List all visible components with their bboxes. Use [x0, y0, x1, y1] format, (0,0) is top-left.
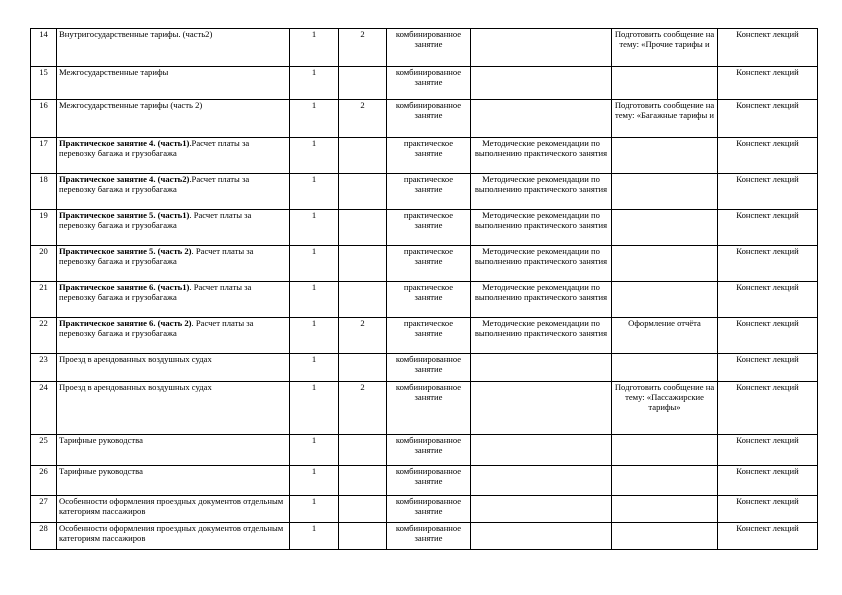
hours-count: 1 — [311, 496, 317, 506]
lesson-type: практическое занятие — [403, 318, 454, 339]
table-row — [31, 246, 818, 282]
control-form: Конспект лекций — [736, 100, 799, 110]
table-row — [31, 523, 818, 550]
lesson-topic-text: Межгосударственные тарифы — [59, 67, 169, 77]
methodical-support-cell — [471, 523, 612, 550]
lesson-topic-cell — [57, 246, 290, 282]
hours-count-cell — [290, 100, 339, 138]
control-form: Конспект лекций — [736, 246, 799, 256]
methodical-support: Методические рекомендации по выполнению практического занятия — [474, 210, 608, 231]
lesson-topic-cell — [57, 318, 290, 354]
row-number-cell — [31, 496, 57, 523]
control-form: Конспект лекций — [736, 523, 799, 533]
row-number-cell — [31, 67, 57, 100]
independent-task-cell — [612, 382, 718, 435]
control-form: Конспект лекций — [736, 466, 799, 476]
lesson-type: комбинированное занятие — [395, 354, 462, 375]
control-form-cell — [718, 466, 818, 496]
lesson-type-cell — [387, 435, 471, 466]
hours-count-cell — [290, 354, 339, 382]
lesson-topic-text: Проезд в арендованных воздушных судах — [59, 382, 212, 392]
lesson-topic-text: Тарифные руководства — [59, 435, 143, 445]
control-form-cell — [718, 435, 818, 466]
control-form: Конспект лекций — [736, 29, 799, 39]
methodical-support-cell — [471, 29, 612, 67]
practical-lesson-title: Практическое занятие 5. (часть1) — [59, 210, 190, 220]
table-row — [31, 496, 818, 523]
independent-task: Подготовить сообщение на тему: «Пассажирские тарифы» — [614, 382, 715, 413]
table-row — [31, 138, 818, 174]
methodical-support: Методические рекомендации по выполнению практического занятия — [474, 174, 608, 195]
hours-count-cell — [290, 67, 339, 100]
extra-hours-cell — [339, 354, 387, 382]
lesson-topic-cell — [57, 67, 290, 100]
lesson-type: практическое занятие — [403, 174, 454, 195]
row-number: 23 — [39, 354, 48, 364]
extra-hours-cell — [339, 138, 387, 174]
lesson-type-cell — [387, 174, 471, 210]
control-form-cell — [718, 496, 818, 523]
practical-lesson-title: Практическое занятие 5. (часть 2) — [59, 246, 192, 256]
control-form-cell — [718, 138, 818, 174]
lesson-type: комбинированное занятие — [395, 382, 462, 403]
extra-hours-cell — [339, 466, 387, 496]
row-number: 24 — [39, 382, 48, 392]
hours-count-cell — [290, 174, 339, 210]
extra-hours-cell — [339, 496, 387, 523]
lesson-type-cell — [387, 523, 471, 550]
hours-count: 1 — [311, 174, 317, 184]
practical-lesson-title: Практическое занятие 4. (часть2) — [59, 174, 190, 184]
lesson-topic-cell — [57, 466, 290, 496]
independent-task-cell — [612, 29, 718, 67]
lesson-type: практическое занятие — [403, 246, 454, 267]
methodical-support-cell — [471, 67, 612, 100]
practical-lesson-title: Практическое занятие 6. (часть1) — [59, 282, 190, 292]
control-form-cell — [718, 29, 818, 67]
hours-count-cell — [290, 138, 339, 174]
row-number-cell — [31, 246, 57, 282]
row-number-cell — [31, 138, 57, 174]
row-number: 28 — [39, 523, 48, 533]
lesson-type: комбинированное занятие — [395, 29, 462, 50]
lesson-type: комбинированное занятие — [395, 523, 462, 544]
lesson-topic-cell — [57, 282, 290, 318]
lesson-topic-text: Особенности оформления проездных документов отдельным категориям пассажиров — [59, 496, 284, 517]
lesson-plan-body — [31, 29, 818, 550]
control-form: Конспект лекций — [736, 282, 799, 292]
methodical-support-cell — [471, 174, 612, 210]
independent-task: Подготовить сообщение на тему: «Прочие тарифы и — [614, 29, 715, 50]
extra-hours-cell — [339, 318, 387, 354]
extra-hours: 2 — [360, 100, 365, 110]
methodical-support-cell — [471, 435, 612, 466]
lesson-type: комбинированное занятие — [395, 67, 462, 88]
hours-count: 1 — [311, 354, 317, 364]
lesson-topic-cell — [57, 523, 290, 550]
lesson-type-cell — [387, 100, 471, 138]
row-number: 17 — [39, 138, 48, 148]
methodical-support: Методические рекомендации по выполнению практического занятия — [474, 282, 608, 303]
control-form: Конспект лекций — [736, 318, 799, 328]
control-form-cell — [718, 67, 818, 100]
lesson-topic-text: .Расчет платы за перевозку багажа и грузобагажа — [59, 138, 250, 159]
hours-count: 1 — [311, 382, 317, 392]
methodical-support-cell — [471, 210, 612, 246]
row-number-cell — [31, 523, 57, 550]
lesson-topic-cell — [57, 354, 290, 382]
control-form-cell — [718, 246, 818, 282]
lesson-topic-cell — [57, 29, 290, 67]
hours-count: 1 — [311, 138, 317, 148]
lesson-topic-text: . Расчет платы за перевозку багажа и грузобагажа — [59, 282, 252, 303]
independent-task-cell — [612, 67, 718, 100]
row-number-cell — [31, 174, 57, 210]
lesson-topic-text: Межгосударственные тарифы (часть 2) — [59, 100, 203, 110]
extra-hours-cell — [339, 210, 387, 246]
hours-count: 1 — [311, 29, 317, 39]
hours-count-cell — [290, 382, 339, 435]
row-number: 18 — [39, 174, 48, 184]
methodical-support-cell — [471, 138, 612, 174]
control-form: Конспект лекций — [736, 210, 799, 220]
extra-hours: 2 — [360, 29, 365, 39]
hours-count-cell — [290, 210, 339, 246]
lesson-topic-cell — [57, 138, 290, 174]
row-number: 19 — [39, 210, 48, 220]
row-number: 25 — [39, 435, 48, 445]
table-row — [31, 282, 818, 318]
hours-count-cell — [290, 29, 339, 67]
lesson-topic-text: Внутригосударственные тарифы. (часть2) — [59, 29, 213, 39]
table-row — [31, 354, 818, 382]
methodical-support-cell — [471, 100, 612, 138]
control-form-cell — [718, 100, 818, 138]
hours-count-cell — [290, 246, 339, 282]
lesson-topic-text: . Расчет платы за перевозку багажа и грузобагажа — [59, 246, 254, 267]
row-number: 20 — [39, 246, 48, 256]
lesson-topic-cell — [57, 100, 290, 138]
row-number-cell — [31, 29, 57, 67]
lesson-type: комбинированное занятие — [395, 496, 462, 517]
row-number-cell — [31, 435, 57, 466]
control-form-cell — [718, 174, 818, 210]
hours-count-cell — [290, 523, 339, 550]
lesson-type-cell — [387, 354, 471, 382]
lesson-topic-cell — [57, 382, 290, 435]
row-number-cell — [31, 354, 57, 382]
extra-hours-cell — [339, 67, 387, 100]
hours-count: 1 — [311, 246, 317, 256]
row-number-cell — [31, 318, 57, 354]
hours-count-cell — [290, 282, 339, 318]
methodical-support: Методические рекомендации по выполнению практического занятия — [474, 138, 608, 159]
methodical-support-cell — [471, 496, 612, 523]
control-form: Конспект лекций — [736, 435, 799, 445]
independent-task: Подготовить сообщение на тему: «Багажные тарифы и — [614, 100, 715, 121]
extra-hours-cell — [339, 523, 387, 550]
row-number: 14 — [39, 29, 48, 39]
control-form: Конспект лекций — [736, 138, 799, 148]
lesson-type: практическое занятие — [403, 138, 454, 159]
table-row — [31, 174, 818, 210]
hours-count: 1 — [311, 435, 317, 445]
lesson-topic-cell — [57, 210, 290, 246]
practical-lesson-title: Практическое занятие 6. (часть 2) — [59, 318, 192, 328]
row-number: 16 — [39, 100, 48, 110]
hours-count: 1 — [311, 100, 317, 110]
independent-task-cell — [612, 435, 718, 466]
lesson-type-cell — [387, 246, 471, 282]
lesson-type-cell — [387, 282, 471, 318]
control-form: Конспект лекций — [736, 67, 799, 77]
hours-count: 1 — [311, 523, 317, 533]
hours-count: 1 — [311, 210, 317, 220]
lesson-topic-text: Особенности оформления проездных документов отдельным категориям пассажиров — [59, 523, 284, 544]
methodical-support-cell — [471, 318, 612, 354]
row-number: 26 — [39, 466, 48, 476]
independent-task-cell — [612, 466, 718, 496]
hours-count-cell — [290, 496, 339, 523]
table-row — [31, 435, 818, 466]
control-form-cell — [718, 282, 818, 318]
lesson-type: практическое занятие — [403, 210, 454, 231]
lesson-type-cell — [387, 466, 471, 496]
methodical-support: Методические рекомендации по выполнению практического занятия — [474, 246, 608, 267]
lesson-type-cell — [387, 382, 471, 435]
independent-task-cell — [612, 282, 718, 318]
table-row — [31, 29, 818, 67]
lesson-topic-text: Проезд в арендованных воздушных судах — [59, 354, 212, 364]
row-number-cell — [31, 282, 57, 318]
hours-count: 1 — [311, 67, 317, 77]
lesson-type-cell — [387, 496, 471, 523]
hours-count: 1 — [311, 318, 317, 328]
methodical-support-cell — [471, 354, 612, 382]
lesson-topic-cell — [57, 435, 290, 466]
table-row — [31, 67, 818, 100]
row-number: 21 — [39, 282, 48, 292]
lesson-type-cell — [387, 29, 471, 67]
methodical-support-cell — [471, 282, 612, 318]
extra-hours-cell — [339, 382, 387, 435]
table-row — [31, 210, 818, 246]
control-form-cell — [718, 523, 818, 550]
control-form-cell — [718, 354, 818, 382]
control-form: Конспект лекций — [736, 496, 799, 506]
lesson-topic-cell — [57, 496, 290, 523]
lesson-topic-text: . Расчет платы за перевозку багажа и грузобагажа — [59, 210, 252, 231]
extra-hours-cell — [339, 282, 387, 318]
lesson-topic-text: .Расчет платы за перевозку багажа и грузобагажа — [59, 174, 250, 195]
control-form: Конспект лекций — [736, 174, 799, 184]
row-number-cell — [31, 100, 57, 138]
control-form-cell — [718, 382, 818, 435]
control-form: Конспект лекций — [736, 354, 799, 364]
independent-task-cell — [612, 174, 718, 210]
row-number: 22 — [39, 318, 48, 328]
table-row — [31, 318, 818, 354]
lesson-topic-text: . Расчет платы за перевозку багажа и грузобагажа — [59, 318, 254, 339]
lesson-topic-text: Тарифные руководства — [59, 466, 143, 476]
hours-count: 1 — [311, 466, 317, 476]
methodical-support-cell — [471, 382, 612, 435]
table-row — [31, 382, 818, 435]
extra-hours-cell — [339, 100, 387, 138]
row-number: 15 — [39, 67, 48, 77]
lesson-type: комбинированное занятие — [395, 435, 462, 456]
extra-hours-cell — [339, 174, 387, 210]
hours-count: 1 — [311, 282, 317, 292]
extra-hours: 2 — [360, 382, 365, 392]
lesson-type-cell — [387, 138, 471, 174]
control-form-cell — [718, 210, 818, 246]
methodical-support: Методические рекомендации по выполнению практического занятия — [474, 318, 608, 339]
independent-task-cell — [612, 496, 718, 523]
lesson-type: комбинированное занятие — [395, 100, 462, 121]
independent-task: Оформление отчёта — [628, 318, 701, 328]
extra-hours: 2 — [360, 318, 365, 328]
independent-task-cell — [612, 210, 718, 246]
independent-task-cell — [612, 523, 718, 550]
row-number-cell — [31, 382, 57, 435]
extra-hours-cell — [339, 246, 387, 282]
independent-task-cell — [612, 246, 718, 282]
independent-task-cell — [612, 100, 718, 138]
lesson-plan-table — [30, 28, 818, 550]
control-form: Конспект лекций — [736, 382, 799, 392]
methodical-support-cell — [471, 466, 612, 496]
hours-count-cell — [290, 435, 339, 466]
independent-task-cell — [612, 318, 718, 354]
lesson-type-cell — [387, 67, 471, 100]
row-number-cell — [31, 466, 57, 496]
extra-hours-cell — [339, 29, 387, 67]
methodical-support-cell — [471, 246, 612, 282]
table-row — [31, 466, 818, 496]
hours-count-cell — [290, 318, 339, 354]
hours-count-cell — [290, 466, 339, 496]
control-form-cell — [718, 318, 818, 354]
table-row — [31, 100, 818, 138]
row-number-cell — [31, 210, 57, 246]
lesson-type-cell — [387, 318, 471, 354]
lesson-topic-cell — [57, 174, 290, 210]
row-number: 27 — [39, 496, 48, 506]
independent-task-cell — [612, 138, 718, 174]
lesson-type-cell — [387, 210, 471, 246]
extra-hours-cell — [339, 435, 387, 466]
lesson-type: практическое занятие — [403, 282, 454, 303]
lesson-type: комбинированное занятие — [395, 466, 462, 487]
practical-lesson-title: Практическое занятие 4. (часть1) — [59, 138, 190, 148]
independent-task-cell — [612, 354, 718, 382]
